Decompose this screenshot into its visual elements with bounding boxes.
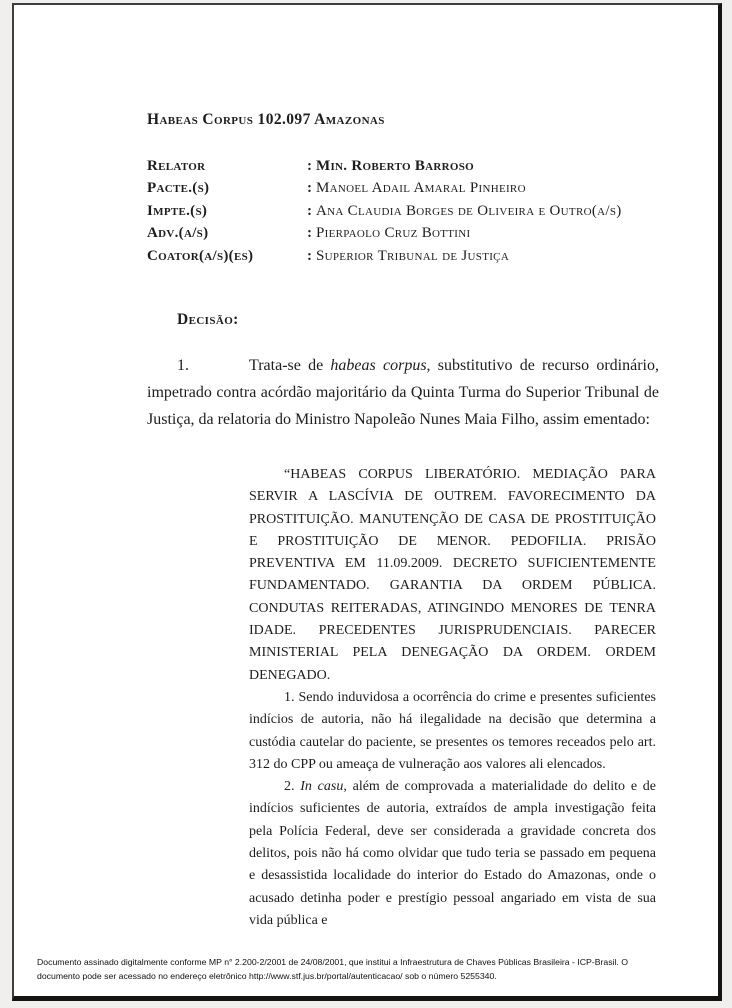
ementa-summary: “HABEAS CORPUS LIBERATÓRIO. MEDIAÇÃO PARA SERVIR A LASCÍVIA DE OUTREM. FAVORECIMENTO DA PROSTITUIÇÃO. MANUTENÇÃO DE CASA DE PROSTITUIÇÃO E PROSTITUIÇÃO DE MENOR. PEDOFILIA. PRISÃO PREVENTIVA EM 11.09.2009. DECRETO SUFICIENTEMENTE FUNDAMENTADO. GARANTIA DA ORDEM PÚBLICA. CONDUTAS REITERADAS, ATINGINDO MENORES DE TENRA IDADE. PRECEDENTES JURISPRUDENCIAIS. PARECER MINISTERIAL PELA DENEGAÇÃO DA ORDEM. ORDEM DENEGADO.: [249, 467, 656, 683]
party-label: Adv.(a/s): [147, 225, 209, 242]
colon: :: [307, 247, 313, 264]
ementa-item-2-italic: In casu: [300, 779, 344, 795]
colon: :: [307, 158, 313, 174]
party-value: [307, 200, 657, 222]
party-row-advogado: [147, 222, 657, 244]
party-label: Pacte.(s): [147, 180, 210, 197]
party-value: [307, 245, 657, 267]
party-value-text: Manoel Adail Amaral Pinheiro: [316, 180, 526, 197]
colon: :: [307, 225, 313, 242]
colon: :: [307, 180, 313, 197]
party-value-text: Min. Roberto Barroso: [316, 158, 475, 174]
party-row-impetrante: [147, 200, 657, 222]
party-value-text: Ana Claudia Borges de Oliveira e Outro(a/s): [316, 202, 622, 219]
party-label: Impte.(s): [147, 202, 208, 219]
ementa-item-1: 1. Sendo induvidosa a ocorrência do crime e presentes suficientes indícios de autoria, não há ilegalidade na decisão que determina a custódia cautelar do paciente, se presentes os temores receados pelo art. 312 do CPP ou ameaça de vulneração aos valores ali elencados.: [249, 689, 656, 772]
paragraph-text-italic: habeas corpus: [330, 357, 427, 374]
party-row-relator: [147, 155, 657, 177]
party-row-coator: [147, 245, 657, 267]
party-value: [307, 177, 657, 199]
signature-footer: [37, 956, 723, 984]
footer-line-2: documento pode ser acessado no endereço eletrônico http://www.stf.jus.br/portal/autenticacao/ sob o número 5255340.: [37, 970, 497, 981]
paragraph-text: Trata-se de: [249, 357, 331, 374]
ementa-item-2: [249, 776, 656, 932]
ementa-item-2-text: 2.: [284, 779, 301, 795]
party-label: Coator(a/s)(es): [147, 247, 254, 264]
party-row-paciente: [147, 177, 657, 199]
parties-block: [147, 155, 657, 267]
ementa-item-2-text: , além de comprovada a materialidade do delito e de indícios suficientes de autoria, extraídos de ampla investigação feita pela Polícia Federal, deve ser considerada a gravidade concreta dos delitos, pois não há como olvidar que tudo teria se passado em pequena e desassistida localidade do interior do Estado do Amazonas, onde o acusado detinha poder e prestígio pessoal angariado em vista de sua vida pública e: [249, 779, 657, 928]
document-page: [12, 3, 722, 1001]
quoted-ementa-block: [249, 464, 656, 932]
paragraph-number: 1.: [177, 357, 189, 374]
party-value: [307, 222, 657, 244]
paragraph-text: , substitutivo de recurso ordinário, impetrado contra acórdão majoritário da Quinta Turma do Superior Tribunal de Justiça, da relatoria do Ministro Napoleão Nunes Maia Filho, assim ementado:: [147, 357, 659, 428]
colon: :: [307, 202, 313, 219]
party-label: Relator: [147, 158, 206, 174]
party-value-text: Superior Tribunal de Justiça: [316, 247, 510, 264]
party-value: [307, 155, 657, 177]
party-value-text: Pierpaolo Cruz Bottini: [316, 225, 471, 242]
paragraph-1: [147, 352, 659, 433]
decision-heading: Decisão:: [177, 311, 239, 328]
page-title: Habeas Corpus 102.097 Amazonas: [147, 111, 385, 128]
footer-line-1: Documento assinado digitalmente conforme MP n° 2.200-2/2001 de 24/08/2001, que institui a Infraestrutura de Chaves Públicas Brasileira - ICP-Brasil. O: [37, 957, 629, 967]
